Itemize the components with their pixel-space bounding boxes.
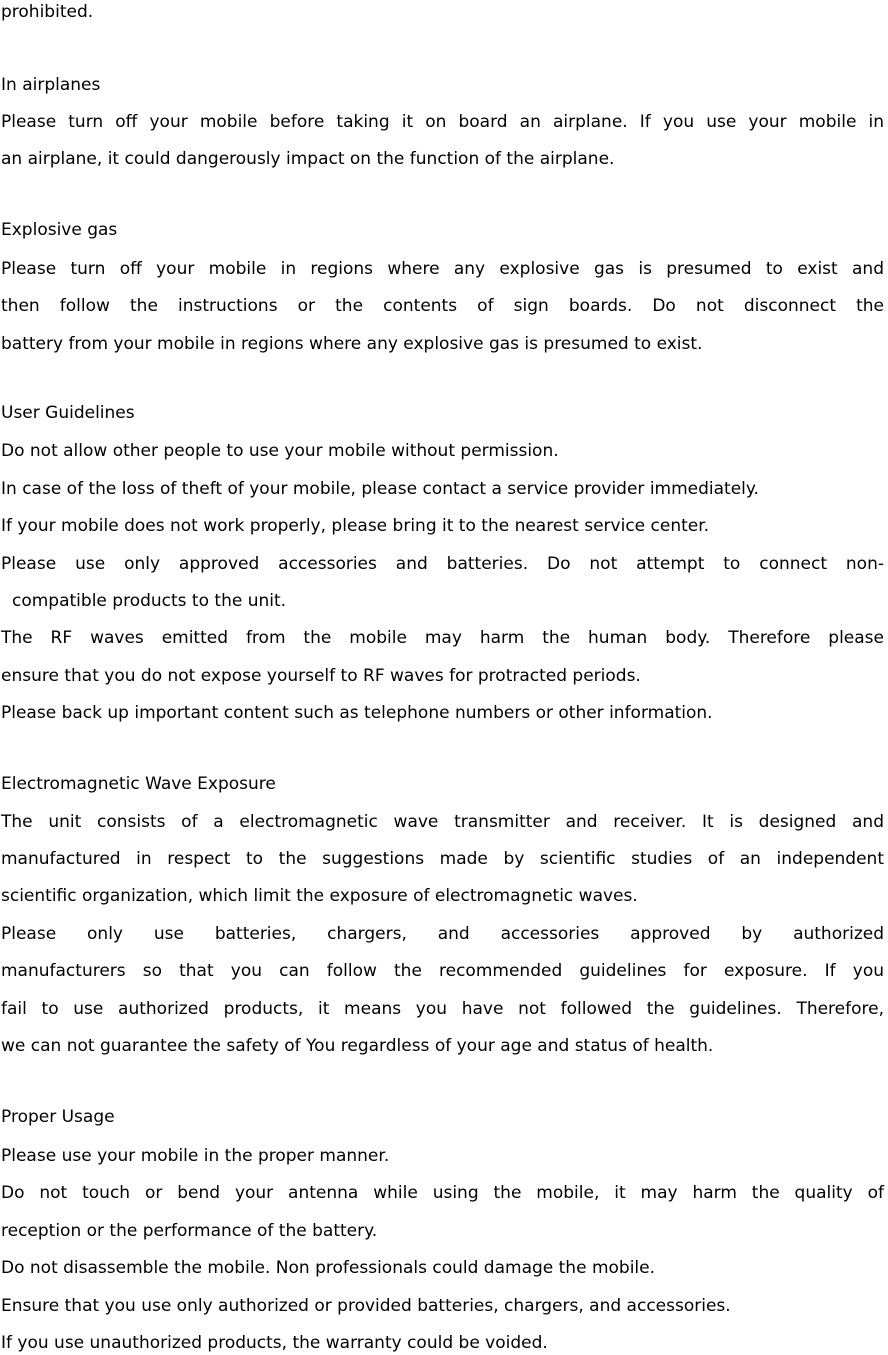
airplanes-text-line: Please turn off your mobile before taking it on board an airplane. If you use your mobile in bbox=[1, 112, 884, 132]
section-heading-proper-usage: Proper Usage bbox=[1, 1107, 115, 1127]
user-guidelines-text-line: compatible products to the unit. bbox=[12, 591, 287, 611]
user-guidelines-text-line: In case of the loss of theft of your mobile, please contact a service provider immediately. bbox=[1, 479, 759, 499]
proper-usage-text-line: Do not touch or bend your antenna while using the mobile, it may harm the quality of bbox=[1, 1183, 884, 1203]
explosive-gas-text-line: battery from your mobile in regions where any explosive gas is presumed to exist. bbox=[1, 334, 703, 354]
proper-usage-text-line: Please use your mobile in the proper manner. bbox=[1, 1146, 390, 1166]
user-guidelines-text-line: ensure that you do not expose yourself to RF waves for protracted periods. bbox=[1, 666, 641, 686]
explosive-gas-text-line: Please turn off your mobile in regions where any explosive gas is presumed to exist and bbox=[1, 259, 884, 279]
proper-usage-text-line: Do not disassemble the mobile. Non professionals could damage the mobile. bbox=[1, 1258, 656, 1278]
proper-usage-text-line: Ensure that you use only authorized or provided batteries, chargers, and accessories. bbox=[1, 1296, 731, 1316]
em-exposure-text-line: manufacturers so that you can follow the recommended guidelines for exposure. If you bbox=[1, 961, 884, 981]
proper-usage-text-line: If you use unauthorized products, the warranty could be voided. bbox=[1, 1333, 548, 1353]
user-guidelines-text-line: Please back up important content such as telephone numbers or other information. bbox=[1, 703, 713, 723]
em-exposure-text-line: scientific organization, which limit the exposure of electromagnetic waves. bbox=[1, 886, 638, 906]
em-exposure-text-line: we can not guarantee the safety of You regardless of your age and status of health. bbox=[1, 1036, 714, 1056]
continued-text-line: prohibited. bbox=[1, 2, 94, 22]
user-guidelines-text-line: Please use only approved accessories and batteries. Do not attempt to connect non- bbox=[1, 554, 884, 574]
explosive-gas-text-line: then follow the instructions or the contents of sign boards. Do not disconnect the bbox=[1, 296, 884, 316]
proper-usage-text-line: reception or the performance of the battery. bbox=[1, 1221, 378, 1241]
section-heading-user-guidelines: User Guidelines bbox=[1, 403, 135, 423]
em-exposure-text-line: fail to use authorized products, it means you have not followed the guidelines. Therefore, bbox=[1, 999, 884, 1019]
user-guidelines-text-line: If your mobile does not work properly, please bring it to the nearest service center. bbox=[1, 516, 710, 536]
section-heading-airplanes: In airplanes bbox=[1, 75, 101, 95]
em-exposure-text-line: The unit consists of a electromagnetic wave transmitter and receiver. It is designed and bbox=[1, 812, 884, 832]
user-guidelines-text-line: Do not allow other people to use your mobile without permission. bbox=[1, 441, 559, 461]
em-exposure-text-line: manufactured in respect to the suggestions made by scientific studies of an independent bbox=[1, 849, 884, 869]
section-heading-em-exposure: Electromagnetic Wave Exposure bbox=[1, 774, 276, 794]
airplanes-text-line: an airplane, it could dangerously impact on the function of the airplane. bbox=[1, 149, 615, 169]
user-guidelines-text-line: The RF waves emitted from the mobile may harm the human body. Therefore please bbox=[1, 628, 884, 648]
em-exposure-text-line: Please only use batteries, chargers, and accessories approved by authorized bbox=[1, 924, 884, 944]
section-heading-explosive-gas: Explosive gas bbox=[1, 220, 118, 240]
